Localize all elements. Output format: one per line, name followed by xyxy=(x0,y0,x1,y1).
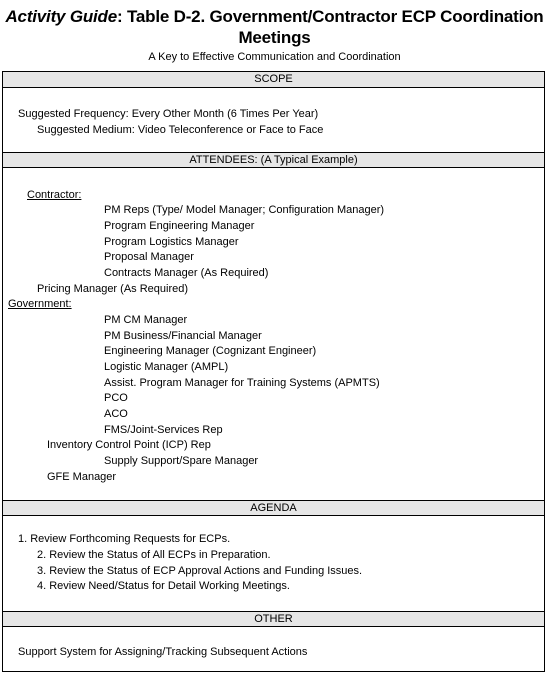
agenda-heading: AGENDA xyxy=(250,502,297,514)
supply-manager: Supply Support/Spare Manager xyxy=(104,455,259,467)
pricing-manager: Pricing Manager (As Required) xyxy=(37,283,189,295)
coordination-table xyxy=(2,71,545,672)
title-lead: Activity Guide xyxy=(5,7,117,26)
title-line2: Meetings xyxy=(238,28,311,47)
other-header xyxy=(3,611,544,627)
other-text: Support System for Assigning/Tracking Subsequent Actions xyxy=(18,646,308,658)
document-subtitle: A Key to Effective Communication and Coordination xyxy=(148,51,401,63)
icp-rep: Inventory Control Point (ICP) Rep xyxy=(47,439,211,451)
attendee-item: Program Logistics Manager xyxy=(104,236,239,248)
contractor-label: Contractor: xyxy=(27,189,82,201)
attendee-item: Logistic Manager (AMPL) xyxy=(104,361,229,373)
document-title xyxy=(0,6,549,48)
attendee-item: PM CM Manager xyxy=(104,314,188,326)
attendee-item: ACO xyxy=(104,408,128,420)
scope-header xyxy=(3,72,544,88)
agenda-header xyxy=(3,500,544,516)
attendee-item: PM Business/Financial Manager xyxy=(104,330,262,342)
attendee-item: Program Engineering Manager xyxy=(104,220,255,232)
agenda-item: 4. Review Need/Status for Detail Working Meetings. xyxy=(37,580,290,592)
scope-heading: SCOPE xyxy=(254,73,293,85)
attendee-item: PM Reps (Type/ Model Manager; Configuration Manager) xyxy=(104,204,385,216)
attendee-item: Assist. Program Manager for Training Systems (APMTS) xyxy=(104,377,380,389)
scope-frequency: Suggested Frequency: Every Other Month (6 Times Per Year) xyxy=(18,108,319,120)
agenda-item: 1. Review Forthcoming Requests for ECPs. xyxy=(18,533,231,545)
attendee-item: Proposal Manager xyxy=(104,251,194,263)
attendee-item: PCO xyxy=(104,392,128,404)
attendees-header xyxy=(3,152,544,168)
attendee-item: Contracts Manager (As Required) xyxy=(104,267,269,279)
attendee-item: Engineering Manager (Cognizant Engineer) xyxy=(104,345,317,357)
agenda-item: 3. Review the Status of ECP Approval Actions and Funding Issues. xyxy=(37,565,363,577)
title-rest: : Table D-2. Government/Contractor ECP Coordination xyxy=(117,7,544,26)
government-label: Government: xyxy=(8,298,72,310)
agenda-item: 2. Review the Status of All ECPs in Preparation. xyxy=(37,549,271,561)
scope-medium: Suggested Medium: Video Teleconference or Face to Face xyxy=(37,124,324,136)
gfe-manager: GFE Manager xyxy=(47,471,117,483)
other-heading: OTHER xyxy=(254,613,293,625)
attendees-heading: ATTENDEES: (A Typical Example) xyxy=(189,154,358,166)
attendee-item: FMS/Joint-Services Rep xyxy=(104,424,223,436)
